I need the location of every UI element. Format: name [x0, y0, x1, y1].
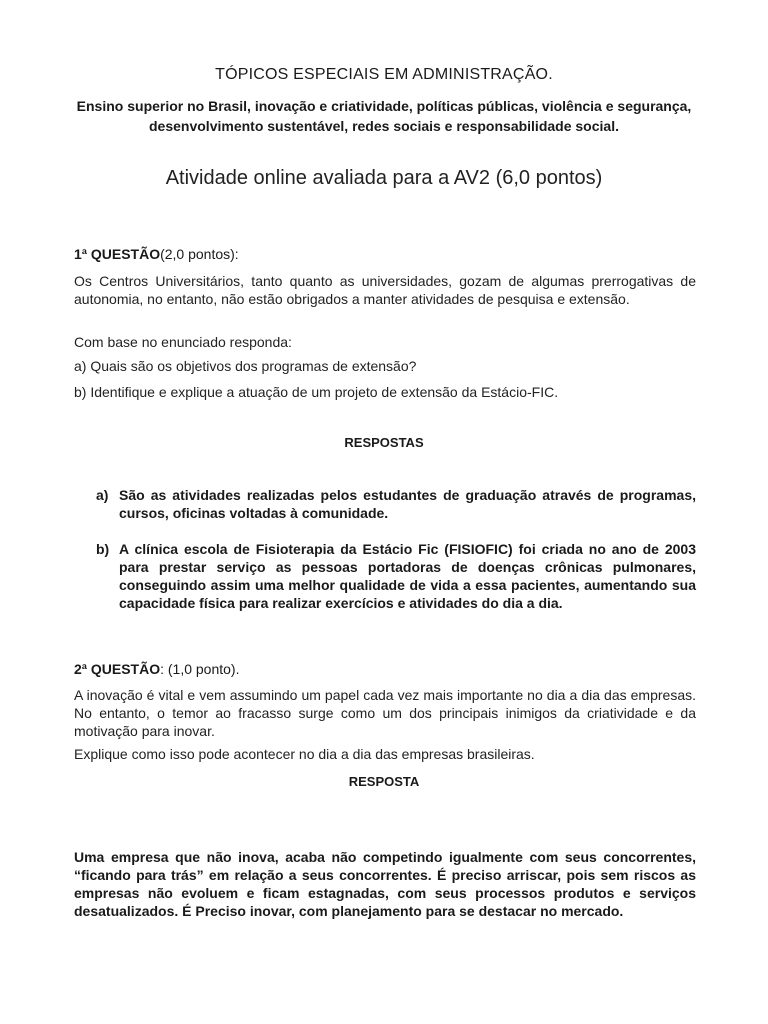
- question-1-heading: [74, 246, 239, 262]
- question-2-heading: [74, 661, 239, 677]
- question-1-item-a: a) Quais são os objetivos dos programas de extensão?: [74, 358, 417, 374]
- answer-b-label: b): [96, 541, 110, 557]
- response-heading: RESPOSTA: [348, 774, 420, 789]
- question-1-points: (2,0 pontos):: [160, 246, 239, 262]
- question-1-label: 1ª QUESTÃO: [74, 246, 161, 262]
- document-title: TÓPICOS ESPECIAIS EM ADMINISTRAÇÃO.: [215, 66, 553, 83]
- question-2-instruction: Explique como isso pode acontecer no dia a dia das empresas brasileiras.: [74, 746, 535, 762]
- activity-heading: Atividade online avaliada para a AV2 (6,0 pontos): [165, 167, 603, 189]
- answer-b-text: A clínica escola de Fisioterapia da Estácio Fic (FISIOFIC) foi criada no ano de 2003 para prestar serviço as pessoas portadoras de doenças crônicas pulmonares, conseguindo assim uma melhor qualidade de vida a essa pacientes, aumentando sua capacidade física para realizar exercícios e atividades do dia a dia.: [119, 541, 696, 611]
- question-2-points: : (1,0 ponto).: [160, 661, 240, 677]
- question-1-item-b: b) Identifique e explique a atuação de um projeto de extensão da Estácio-FIC.: [74, 384, 559, 400]
- document-subtitle: Ensino superior no Brasil, inovação e criatividade, políticas públicas, violência e segurança, desenvolvimento sustentável, redes sociais e responsabilidade social.: [76, 98, 692, 134]
- responses-heading: RESPOSTAS: [344, 435, 424, 450]
- question-2-label: 2ª QUESTÃO: [74, 661, 161, 677]
- question-1-paragraph: Os Centros Universitários, tanto quanto as universidades, gozam de algumas prerrogativas de autonomia, no entanto, não estão obrigados a manter atividades de pesquisa e extensão.: [74, 273, 696, 307]
- question-2-paragraph: A inovação é vital e vem assumindo um papel cada vez mais importante no dia a dia das empresas. No entanto, o temor ao fracasso surge como um dos principais inimigos da criatividade e da motivação para inovar.: [74, 687, 696, 739]
- question-2-answer: Uma empresa que não inova, acaba não competindo igualmente com seus concorrentes, “ficando para trás” em relação a seus concorrentes. É preciso arriscar, pois sem riscos as empresas não evoluem e ficam estagnadas, com seus processos produtos e serviços desatualizados. É Preciso inovar, com planejamento para se destacar no mercado.: [74, 849, 696, 919]
- question-1-instruction: Com base no enunciado responda:: [74, 334, 292, 350]
- answer-a-label: a): [96, 487, 109, 503]
- answer-a-text: São as atividades realizadas pelos estudantes de graduação através de programas, cursos, oficinas voltadas à comunidade.: [119, 487, 696, 521]
